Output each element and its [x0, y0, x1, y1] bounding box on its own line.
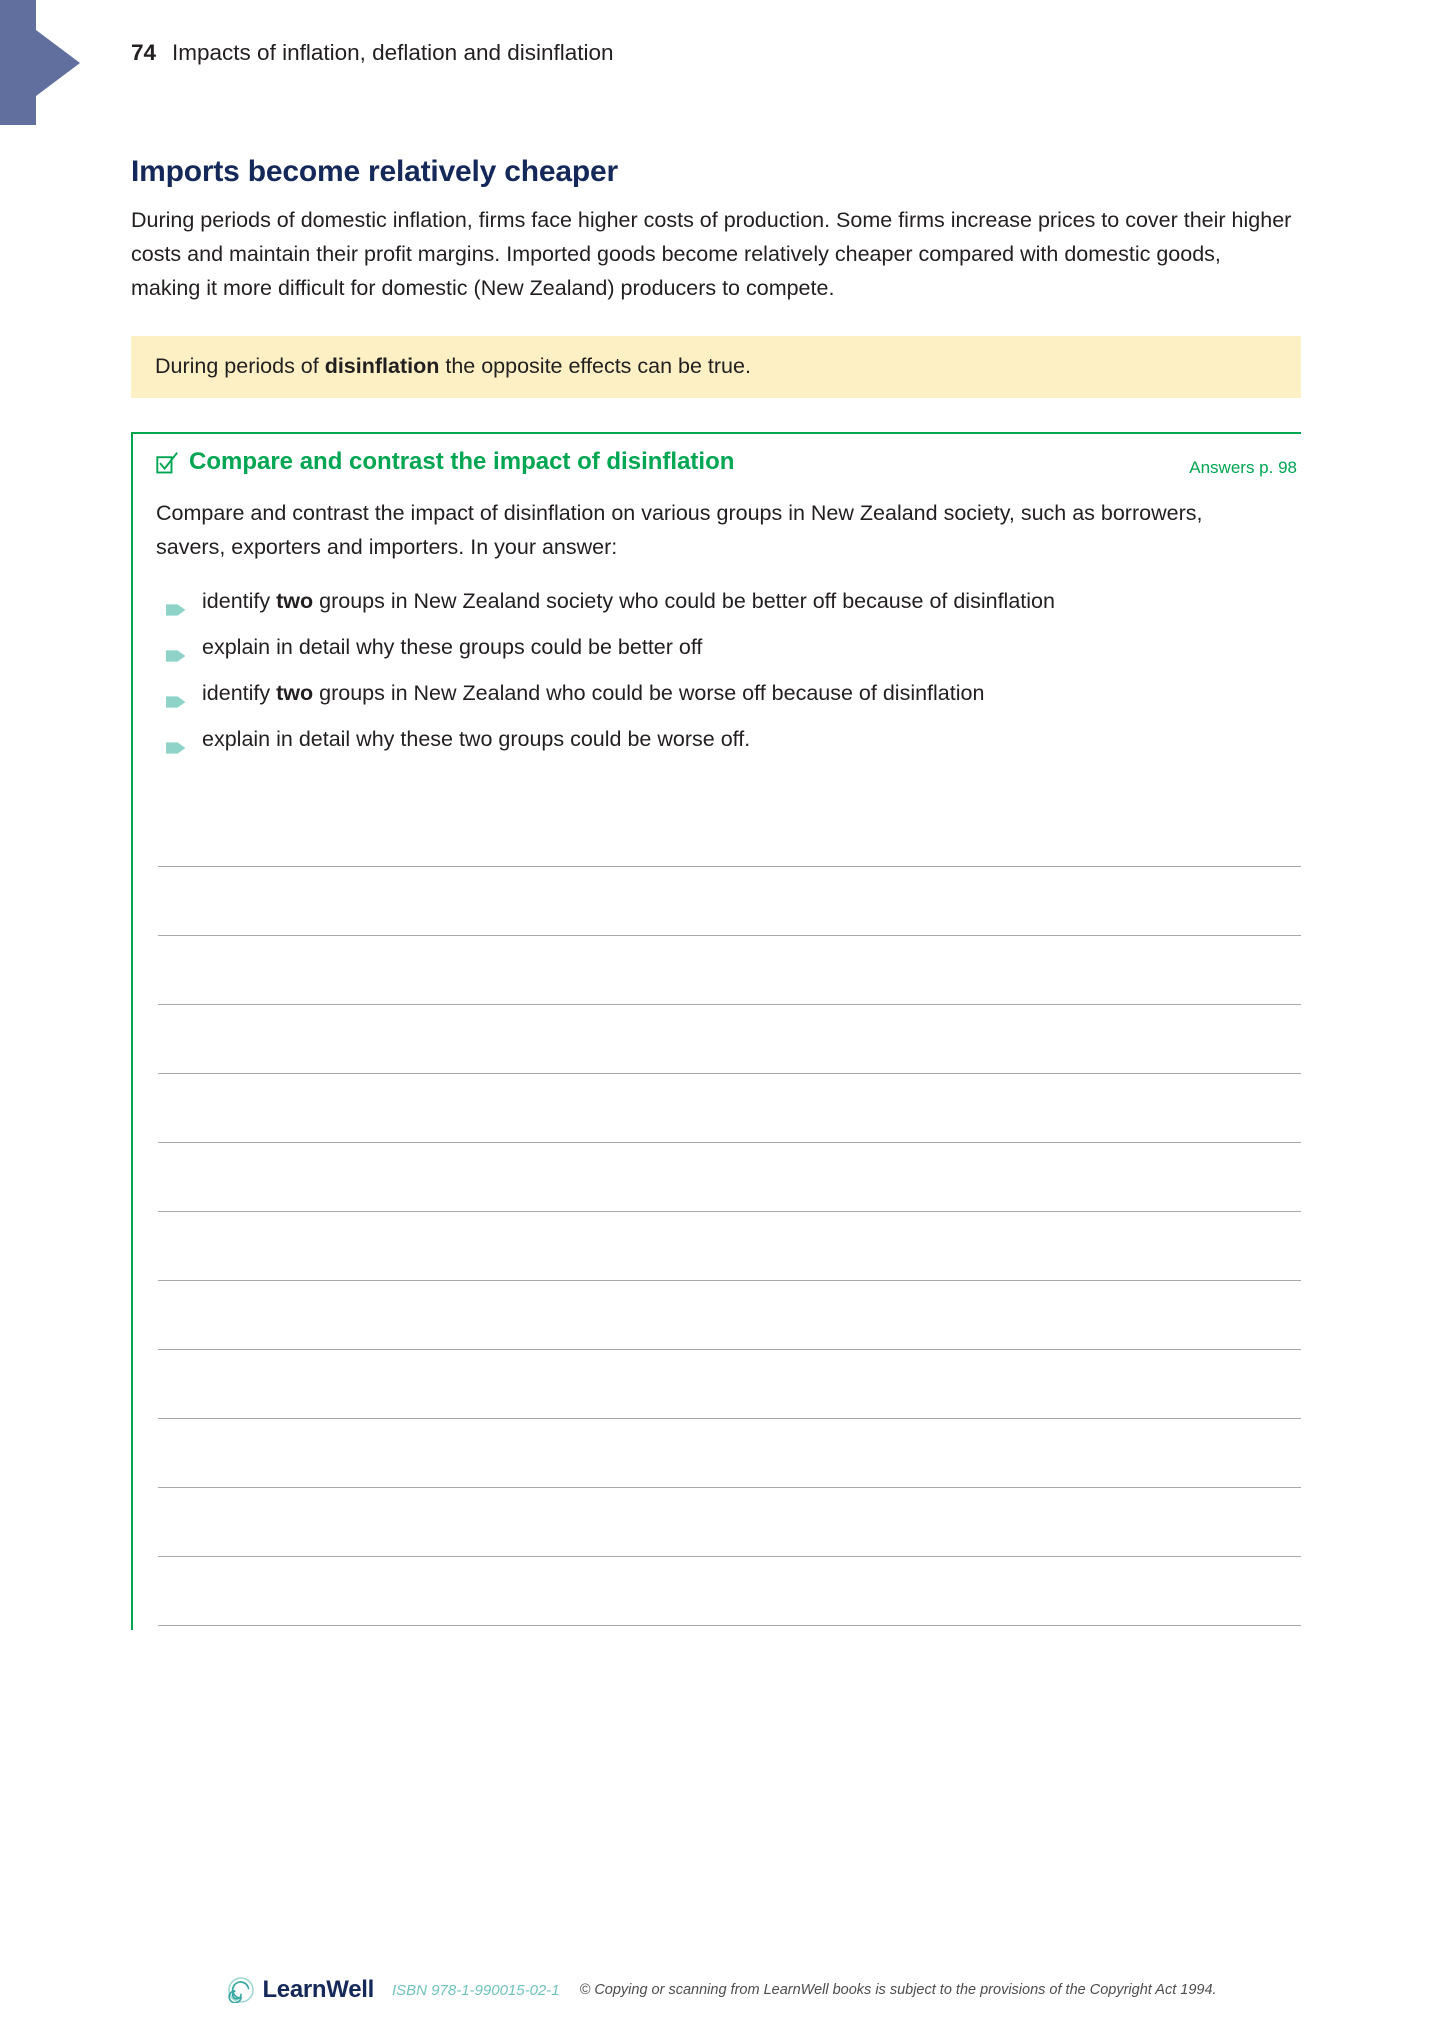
- running-title: Impacts of inflation, deflation and disinflation: [172, 40, 614, 65]
- footer-copyright: © Copying or scanning from LearnWell books is subject to the provisions of the Copyright Act 1994.: [579, 1982, 1217, 1998]
- task-text-before: explain in detail why these two groups could be worse off.: [202, 727, 751, 751]
- page-content: [131, 155, 1301, 1630]
- task-text-after: groups in New Zealand society who could be better off because of disinflation: [313, 589, 1055, 613]
- activity-title: Compare and contrast the impact of disinflation: [189, 448, 735, 475]
- section-heading: Imports become relatively cheaper: [131, 155, 618, 188]
- spiral-logo-icon: [228, 1977, 254, 2003]
- task-text-after: groups in New Zealand who could be worse off because of disinflation: [313, 681, 985, 705]
- answer-writing-lines[interactable]: [156, 798, 1301, 1630]
- footer-isbn: ISBN 978-1-990015-02-1: [392, 1981, 560, 1999]
- answer-line[interactable]: [158, 1281, 1301, 1350]
- answer-line[interactable]: [158, 798, 1301, 867]
- answer-line[interactable]: [158, 867, 1301, 936]
- learnwell-logo-text: LearnWell: [262, 1976, 374, 2003]
- answer-line[interactable]: [158, 1350, 1301, 1419]
- activity-header: [156, 434, 1301, 478]
- pennant-bullet-icon: [166, 641, 186, 655]
- answer-line[interactable]: [158, 1212, 1301, 1281]
- list-item: [156, 678, 1301, 708]
- answer-line[interactable]: [158, 1557, 1301, 1626]
- task-text-before: explain in detail why these groups could be better off: [202, 635, 703, 659]
- task-text-before: identify: [202, 681, 277, 705]
- callout-text-after: the opposite effects can be true.: [439, 354, 751, 378]
- page-number: 74: [131, 40, 157, 65]
- activity-instructions: Compare and contrast the impact of disinflation on various groups in New Zealand society, such as borrowers, savers, exporters and importers. In your answer:: [156, 501, 1203, 559]
- list-item: [156, 632, 1301, 662]
- answers-reference: Answers p. 98: [1189, 458, 1297, 477]
- page-footer: [0, 1976, 1445, 2004]
- activity-box: [131, 432, 1301, 1630]
- activity-task-list: [156, 586, 1301, 754]
- answer-line[interactable]: [158, 1419, 1301, 1488]
- running-header: [131, 40, 614, 66]
- pennant-bullet-icon: [166, 733, 186, 747]
- task-text-bold: two: [276, 589, 314, 613]
- callout-text-before: During periods of: [155, 354, 325, 378]
- list-item: [156, 586, 1301, 616]
- answer-line[interactable]: [158, 1143, 1301, 1212]
- section-paragraph: During periods of domestic inflation, firms face higher costs of production. Some firms increase prices to cover their higher costs and maintain their profit margins. Imported goods become relatively cheaper compared with domestic goods, making it more difficult for domestic (New Zealand) producers to compete.: [131, 208, 1292, 300]
- checkbox-tick-icon: [156, 452, 178, 474]
- pennant-bullet-icon: [166, 595, 186, 609]
- answer-line[interactable]: [158, 936, 1301, 1005]
- callout-text-bold: disinflation: [324, 354, 440, 378]
- answer-line[interactable]: [158, 1488, 1301, 1557]
- list-item: [156, 724, 1301, 754]
- answer-line[interactable]: [158, 1074, 1301, 1143]
- task-text-before: identify: [202, 589, 277, 613]
- activity-title-group: [156, 448, 734, 476]
- task-text-bold: two: [276, 681, 314, 705]
- page-header: [0, 0, 1445, 130]
- callout-note: [131, 336, 1301, 398]
- pennant-bullet-icon: [166, 687, 186, 701]
- footer-content: [228, 1976, 1216, 2004]
- answer-line[interactable]: [158, 1005, 1301, 1074]
- header-arrow-tab-icon: [0, 0, 105, 125]
